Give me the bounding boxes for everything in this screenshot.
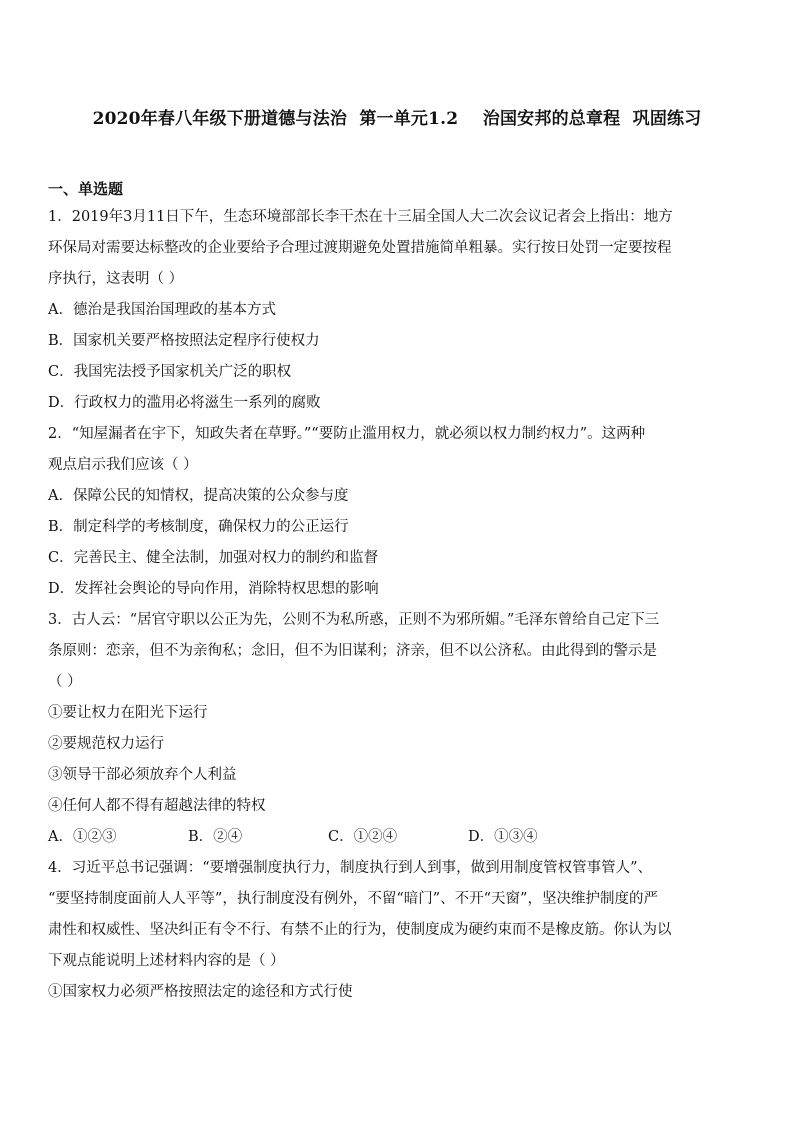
question-3-statement: ③领导干部必须放弃个人利益 xyxy=(48,767,237,783)
question-3-stem-line: 条原则：恋亲，但不为亲徇私；念旧，但不为旧谋利；济亲，但不以公济私。由此得到的警示是 xyxy=(48,643,657,659)
question-2-stem-line: 2．“知屋漏者在宇下，知政失者在草野。”“要防止滥用权力，就必须以权力制约权力”。这两种 xyxy=(48,426,646,442)
question-2-option-c: C．完善民主、健全法制，加强对权力的制约和监督 xyxy=(48,550,379,566)
question-4-statement: ①国家权力必须严格按照法定的途径和方式行使 xyxy=(48,984,353,1000)
question-2-stem-line: 观点启示我们应该（ ） xyxy=(48,457,198,473)
question-1 xyxy=(48,202,748,419)
question-1-option-d: D．行政权力的滥用必将滋生一系列的腐败 xyxy=(48,395,321,411)
question-3-options xyxy=(48,822,748,853)
question-3-stem-line: （ ） xyxy=(48,674,82,690)
question-3-option-d: D．①③④ xyxy=(468,829,538,845)
question-1-stem-line: 环保局对需要达标整改的企业要给予合理过渡期避免处置措施简单粗暴。实行按日处罚一定要按程 xyxy=(48,240,672,256)
question-1-option-a: A．德治是我国治国理政的基本方式 xyxy=(48,302,276,318)
question-2-option-a: A．保障公民的知情权，提高决策的公众参与度 xyxy=(48,488,349,504)
question-2 xyxy=(48,419,748,605)
question-1-stem-line: 1．2019年3月11日下午，生态环境部部长李干杰在十三届全国人大二次会议记者会上指出：地方 xyxy=(48,209,673,225)
question-3-statement: ②要规范权力运行 xyxy=(48,736,164,752)
question-4-stem-line: “要坚持制度面前人人平等”，执行制度没有例外，不留“暗门”、不开“天窗”，坚决维护制度的严 xyxy=(48,891,658,907)
question-2-option-d: D．发挥社会舆论的导向作用，消除特权思想的影响 xyxy=(48,581,379,597)
question-3-stem-line: 3．古人云：“居官守职以公正为先，公则不为私所惑，正则不为邪所媚。”毛泽东曾给自己定下三 xyxy=(48,612,660,628)
question-1-option-b: B．国家机关要严格按照法定程序行使权力 xyxy=(48,333,320,349)
question-4-stem-line: 4．习近平总书记强调：“要增强制度执行力，制度执行到人到事，做到用制度管权管事管人”、 xyxy=(48,860,653,876)
question-4-stem-line: 下观点能说明上述材料内容的是（ ） xyxy=(48,953,285,969)
question-section xyxy=(48,178,748,1008)
question-3-option-c: C．①②④ xyxy=(328,829,398,845)
question-2-option-b: B．制定科学的考核制度，确保权力的公正运行 xyxy=(48,519,349,535)
question-3-option-a: A．①②③ xyxy=(48,829,117,845)
question-4-stem-line: 肃性和权威性、坚决纠正有令不行、有禁不止的行为，使制度成为硬约束而不是橡皮筋。你认为以 xyxy=(48,922,672,938)
question-4 xyxy=(48,853,748,1008)
document-title: 2020年春八年级下册道德与法治 第一单元1.2 治国安邦的总章程 巩固练习 xyxy=(92,109,702,129)
section-heading: 一、单选题 xyxy=(48,180,124,198)
question-3-statement: ④任何人都不得有超越法律的特权 xyxy=(48,798,266,814)
question-3-option-b: B．②④ xyxy=(188,829,243,845)
question-3-statement: ①要让权力在阳光下运行 xyxy=(48,705,208,721)
question-1-option-c: C．我国宪法授予国家机关广泛的职权 xyxy=(48,364,292,380)
question-1-stem-line: 序执行，这表明（ ） xyxy=(48,271,184,287)
question-3 xyxy=(48,605,748,853)
